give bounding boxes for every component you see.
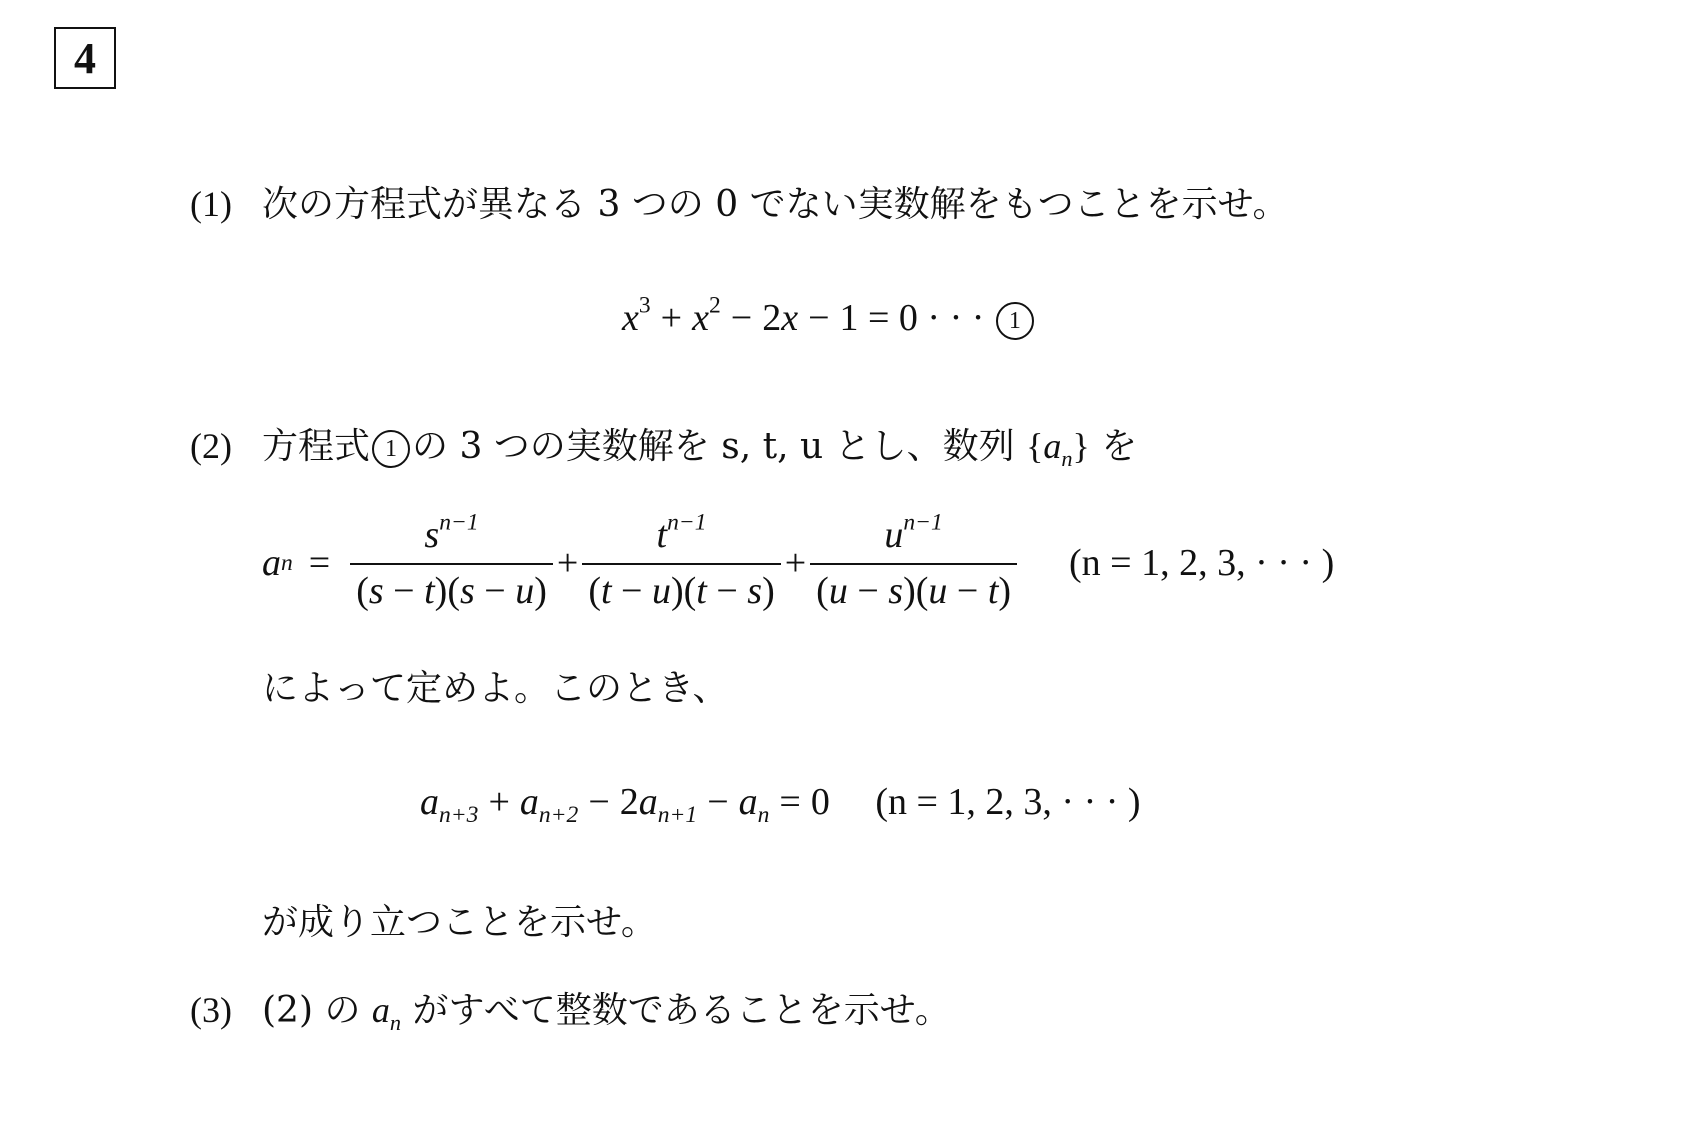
problem-number: 4: [74, 33, 96, 83]
part3-prompt: [190, 989, 951, 1035]
equation-1-tail: = 0 · · ·: [868, 297, 985, 339]
part1-prompt: [190, 183, 1289, 226]
part2-label: (2): [190, 426, 232, 466]
part2-text-c: を: [1101, 426, 1138, 467]
fraction-s: $\frac{s^{n-1}}{(s - t)(s - u)}$: [350, 513, 553, 613]
sequence-symbol: $\{a_n\}$: [1026, 426, 1090, 471]
part1-text: 次の方程式が異なる 3 つの 0 でない実数解をもつことを示せ。: [262, 184, 1289, 225]
definition-range: (n = 1, 2, 3, · · · ): [1069, 542, 1335, 584]
equation-1: $x^3 + x^2 - 2x - 1 = 0$ · · · 1: [622, 296, 1036, 340]
recurrence-range: (n = 1, 2, 3, · · · ): [875, 781, 1141, 823]
fraction-t: $\frac{t^{n-1}}{(t - u)(t - s)}$: [582, 513, 780, 613]
fraction-u: $\frac{u^{n-1}}{(u - s)(u - t)}$: [810, 513, 1017, 613]
sequence-term: $a_n$: [371, 990, 402, 1035]
recurrence-equation: $a_{n+3} + a_{n+2} - 2a_{n+1} - a_n = 0$ (n = 1, 2, 3, · · · ): [420, 781, 1141, 829]
equation-marker: 1: [996, 302, 1034, 340]
problem-number-box: [54, 27, 116, 89]
circle-ref: 1: [372, 430, 410, 468]
part2-show-text: が成り立つことを示せ。: [262, 902, 657, 943]
part1-label: (1): [190, 184, 232, 224]
part3-text-b: がすべて整数であることを示せ。: [412, 990, 951, 1031]
part2-prompt: [190, 425, 1138, 471]
part2-define-text: によって定めよ。このとき、: [262, 668, 729, 709]
sequence-definition: a n = $\frac{s^{n-1}}{(s - t)(s - u)}$ + $\frac{t^{n-1}}{(t - u)(t - s)}$ + $\frac{u^{n-1}}{(u - s)(u - t)}$ (n = 1, 2, 3, · · · ): [262, 509, 1335, 612]
part2-text-a: 方程式: [262, 426, 371, 467]
part2-text-b: の 3 つの実数解を s, t, u とし、数列: [412, 426, 1015, 467]
part3-text-a: (2) の: [262, 990, 361, 1031]
part3-label: (3): [190, 990, 232, 1030]
